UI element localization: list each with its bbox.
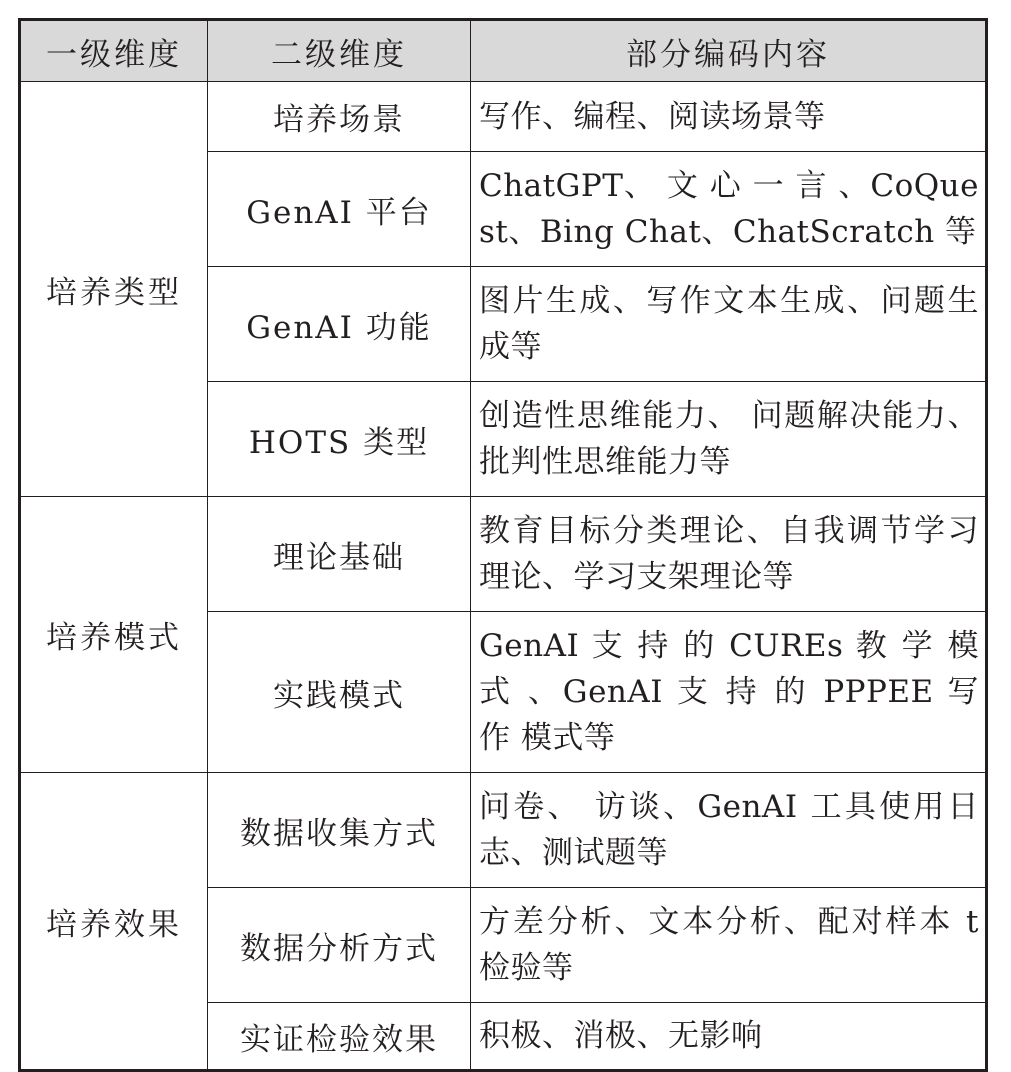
header-level2: 二级维度 (208, 20, 471, 82)
level2-cell: 数据分析方式 (208, 888, 471, 1003)
header-row (20, 20, 987, 82)
level2-cell: GenAI 平台 (208, 152, 471, 267)
content-cell: ChatGPT、 文 心 一 言 、CoQuest、Bing Chat、ChatScratch 等 (471, 152, 987, 267)
table-row (20, 773, 987, 888)
coding-table (18, 18, 988, 1072)
level1-cell: 培养效果 (20, 773, 208, 1071)
table-row (20, 82, 987, 152)
table-row (20, 497, 987, 612)
level2-cell: 理论基础 (208, 497, 471, 612)
content-cell: GenAI 支 持 的 CUREs 教 学 模 式 、GenAI 支 持 的 PPPEE 写 作 模式等 (471, 612, 987, 773)
content-cell: 教育目标分类理论、自我调节学习理论、学习支架理论等 (471, 497, 987, 612)
header-content: 部分编码内容 (471, 20, 987, 82)
header-level1: 一级维度 (20, 20, 208, 82)
content-cell: 创造性思维能力、 问题解决能力、批判性思维能力等 (471, 382, 987, 497)
level2-cell: GenAI 功能 (208, 267, 471, 382)
content-cell: 积极、消极、无影响 (471, 1003, 987, 1071)
level2-cell: 数据收集方式 (208, 773, 471, 888)
content-cell: 方差分析、文本分析、配对样本 t 检验等 (471, 888, 987, 1003)
content-cell: 写作、编程、阅读场景等 (471, 82, 987, 152)
level2-cell: 实践模式 (208, 612, 471, 773)
level1-cell: 培养类型 (20, 82, 208, 497)
content-cell: 问卷、 访谈、GenAI 工具使用日志、测试题等 (471, 773, 987, 888)
level1-cell: 培养模式 (20, 497, 208, 773)
content-cell: 图片生成、写作文本生成、问题生成等 (471, 267, 987, 382)
level2-cell: HOTS 类型 (208, 382, 471, 497)
level2-cell: 培养场景 (208, 82, 471, 152)
level2-cell: 实证检验效果 (208, 1003, 471, 1071)
